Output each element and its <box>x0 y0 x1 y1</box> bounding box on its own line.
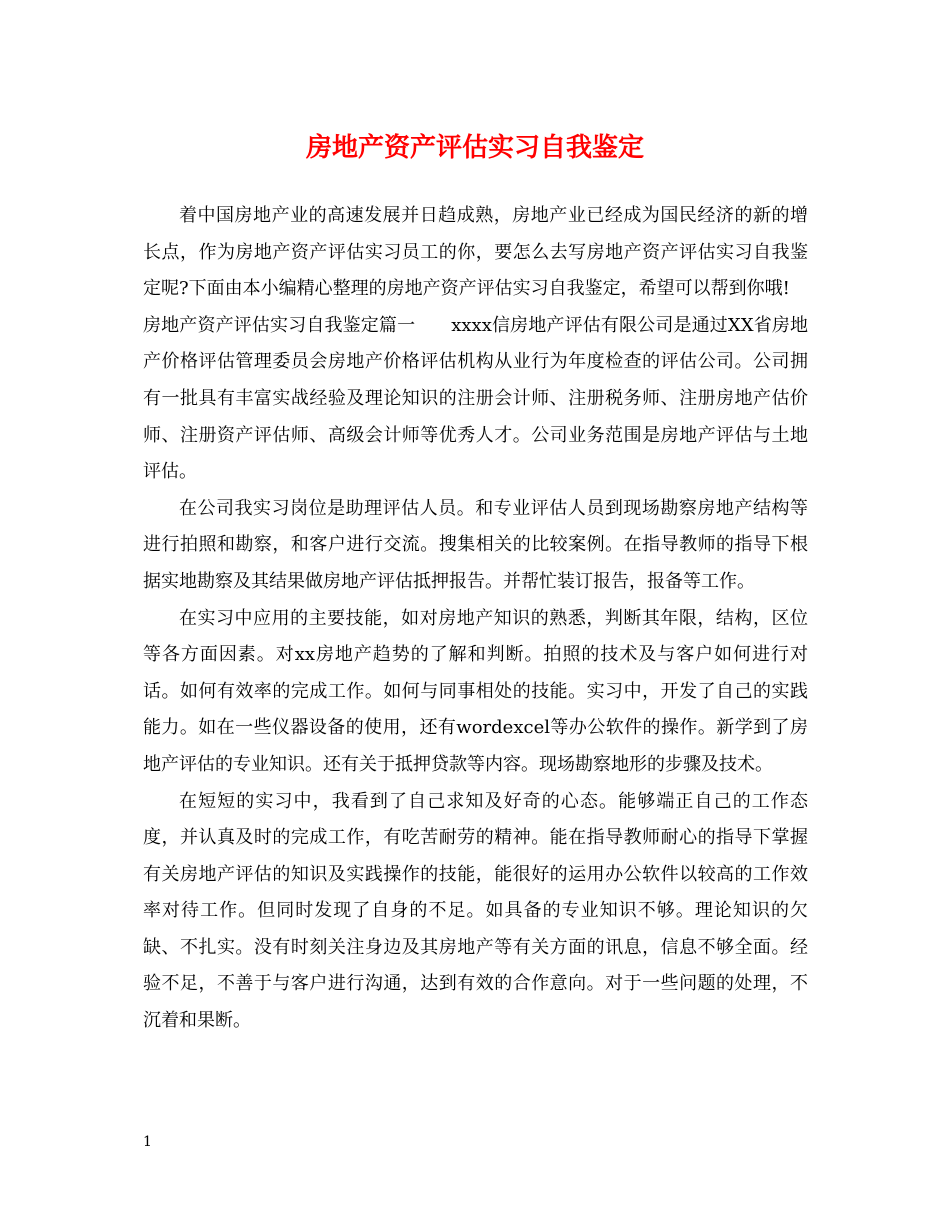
page-number: 1 <box>143 1134 152 1150</box>
document-title: 房地产资产评估实习自我鉴定 <box>305 133 644 163</box>
body-paragraph-1: 在公司我实习岗位是助理评估人员。和专业评估人员到现场勘察房地产结构等进行拍照和勘察，和客户进行交流。搜集相关的比较案例。在指导教师的指导下根据实地勘察及其结果做房地产评估抵押报告。并帮忙装订报告，报备等工作。 <box>143 497 808 592</box>
body-paragraph-3: 在短短的实习中，我看到了自己求知及好奇的心态。能够端正自己的工作态度，并认真及时的完成工作，有吃苦耐劳的精神。能在指导教师耐心的指导下掌握有关房地产评估的知识及实践操作的技能，能很好的运用办公软件以较高的工作效率对待工作。但同时发现了自身的不足。如具备的专业知识不够。理论知识的欠缺、不扎实。没有时刻关注身边及其房地产等有关方面的讯息，信息不够全面。经验不足，不善于与客户进行沟通，达到有效的合作意向。对于一些问题的处理，不沉着和果断。 <box>143 790 808 1032</box>
section-label: 房地产资产评估实习自我鉴定篇一 <box>143 314 416 336</box>
intro-paragraph: 着中国房地产业的高速发展并日趋成熟，房地产业已经成为国民经济的新的增长点，作为房地产资产评估实习员工的你，要怎么去写房地产资产评估实习自我鉴定呢?下面由本小编精心整理的房地产资产评估实习自我鉴定，希望可以帮到你哦! <box>143 205 808 300</box>
body-paragraph-2: 在实习中应用的主要技能，如对房地产知识的熟悉，判断其年限，结构，区位等各方面因素。对xx房地产趋势的了解和判断。拍照的技术及与客户如何进行对话。如何有效率的完成工作。如何与同事相处的技能。实习中，开发了自己的实践能力。如在一些仪器设备的使用，还有wordexcel等办公软件的操作。新学到了房地产评估的专业知识。还有关于抵押贷款等内容。现场勘察地形的步骤及技术。 <box>143 607 808 775</box>
section-one-text: xxxx信房地产评估有限公司是通过XX省房地产价格评估管理委员会房地产价格评估机构从业行为年度检查的评估公司。公司拥有一批具有丰富实战经验及理论知识的注册会计师、注册税务师、注册房地产估价师、注册资产评估师、高级会计师等优秀人才。公司业务范围是房地产评估与土地评估。 <box>143 314 808 483</box>
section-one-paragraph <box>143 308 808 491</box>
document-body <box>143 198 808 1040</box>
